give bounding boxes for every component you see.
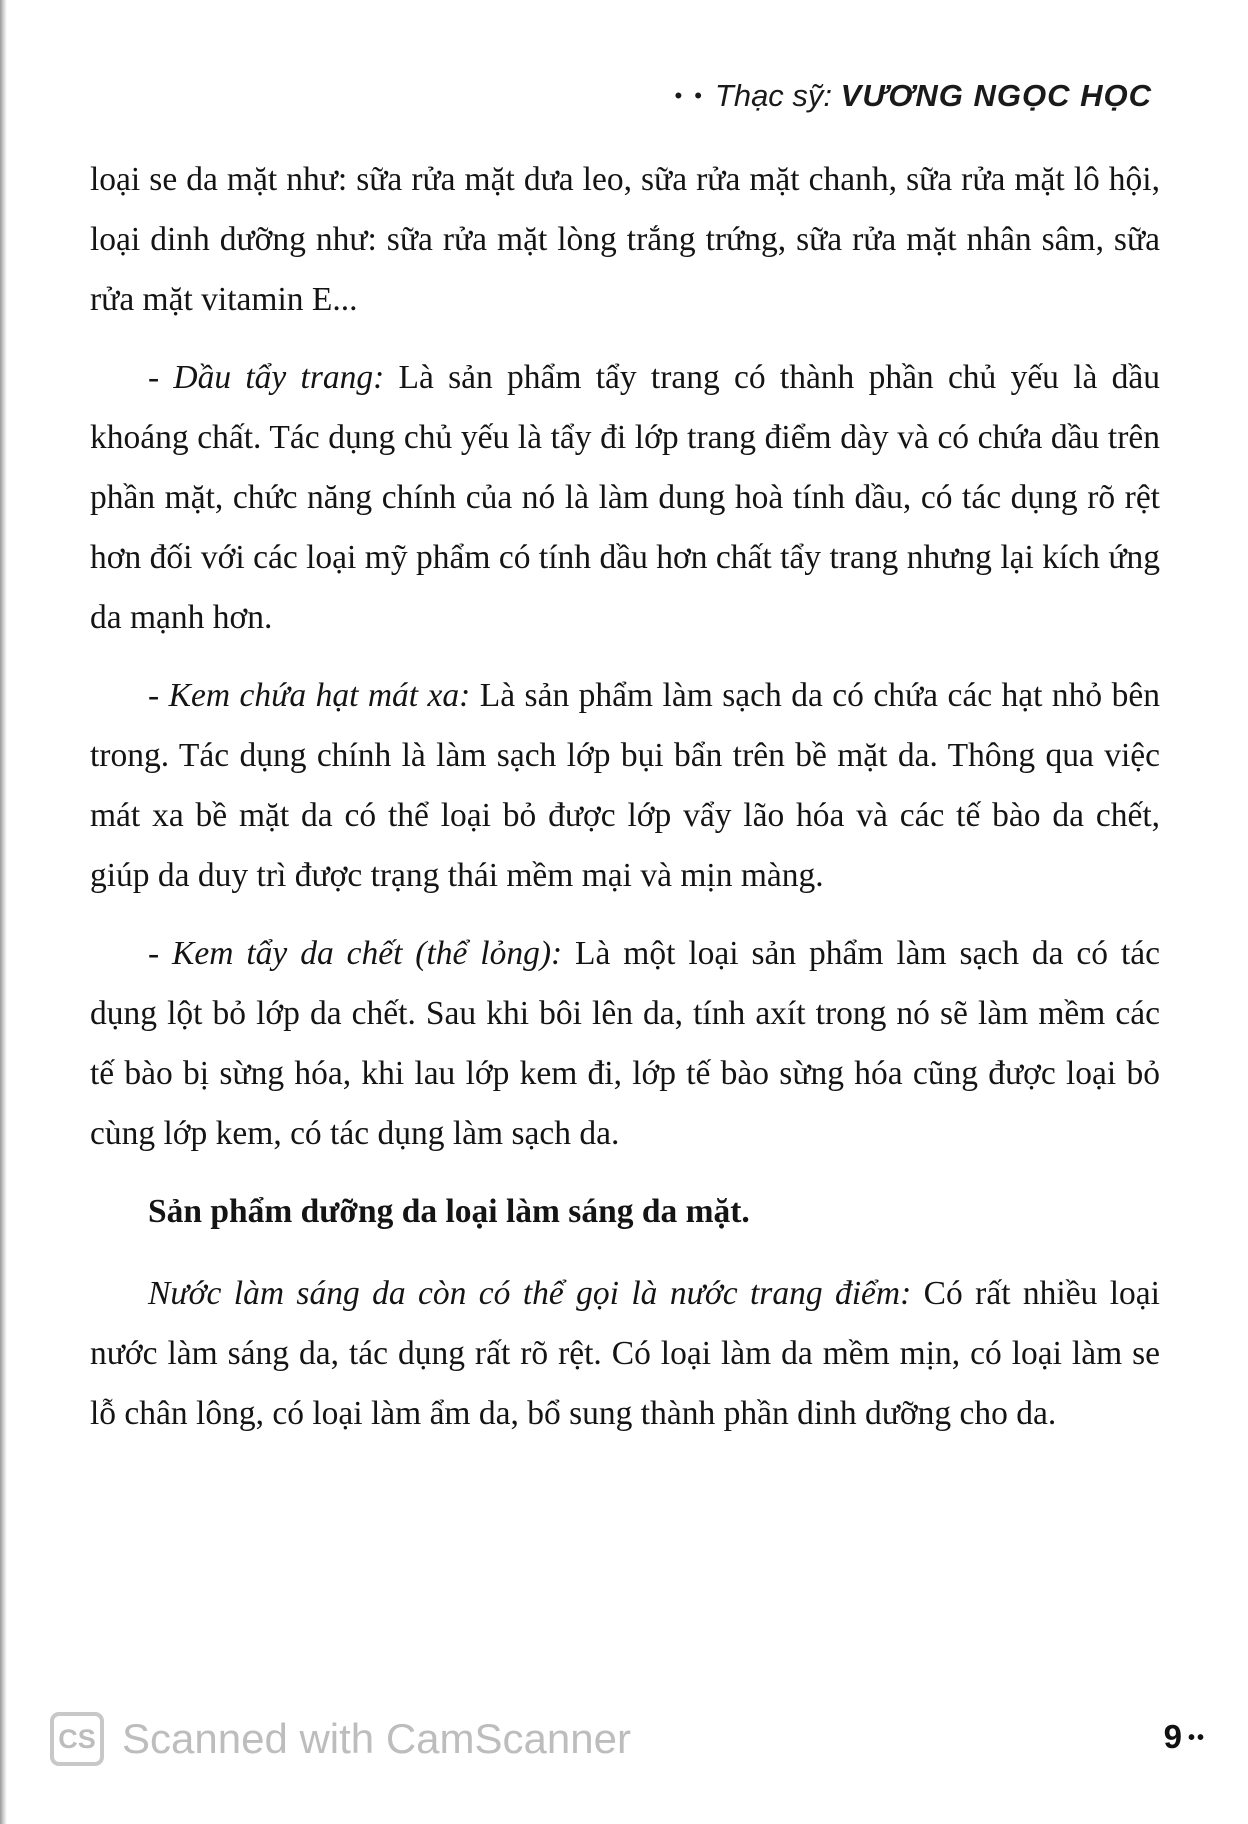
term-exfoliating-cream: - Kem tẩy da chết (thể lỏng): xyxy=(148,935,563,972)
paragraph-makeup-remover-oil xyxy=(90,348,1160,648)
term-massage-scrub: - Kem chứa hạt mát xa: xyxy=(148,677,471,714)
paragraph-toner xyxy=(90,1264,1160,1444)
paragraph-text: Là sản phẩm làm sạch da có chứa các hạt nhỏ bên trong. Tác dụng chính là làm sạch lớp bụi bẩn trên bề mặt da. Thông qua việc mát xa bề mặt da có thể loại bỏ được lớp vẩy lão hóa và các tế bào da chết, giúp da duy trì được trạng thái mềm mại và mịn màng. xyxy=(90,677,1160,894)
paragraph-text: loại se da mặt như: sữa rửa mặt dưa leo, sữa rửa mặt chanh, sữa rửa mặt lô hội, loại dinh dưỡng như: sữa rửa mặt lòng trắng trứng, sữa rửa mặt nhân sâm, sữa rửa mặt vitamin E... xyxy=(90,161,1160,318)
paragraph-text: Có rất nhiều loại nước làm sáng da, tác dụng rất rõ rệt. Có loại làm da mềm mịn, có loại làm se lỗ chân lông, có loại làm ẩm da, bổ sung thành phần dinh dưỡng cho da. xyxy=(90,1275,1160,1432)
paragraph-continued xyxy=(90,150,1160,330)
page-number xyxy=(1164,1718,1206,1756)
header-author: VƯƠNG NGỌC HỌC xyxy=(840,78,1152,113)
term-makeup-remover-oil: - Dầu tẩy trang: xyxy=(148,359,385,396)
camscanner-watermark xyxy=(50,1712,631,1766)
paragraph-massage-scrub xyxy=(90,666,1160,906)
watermark-text: Scanned with CamScanner xyxy=(122,1715,631,1762)
paragraph-exfoliating-cream xyxy=(90,924,1160,1164)
paragraph-text: Là một loại sản phẩm làm sạch da có tác dụng lột bỏ lớp da chết. Sau khi bôi lên da, tính axít trong nó sẽ làm mềm các tế bào bị sừng hóa, khi lau lớp kem đi, lớp tế bào sừng hóa cũng được loại bỏ cùng lớp kem, có tác dụng làm sạch da. xyxy=(90,935,1160,1152)
section-heading: Sản phẩm dưỡng da loại làm sáng da mặt. xyxy=(148,1193,750,1230)
term-toner: Nước làm sáng da còn có thể gọi là nước trang điểm: xyxy=(148,1275,912,1312)
page-number-bullets: •• xyxy=(1187,1727,1206,1749)
running-header xyxy=(674,78,1152,114)
header-bullets: • • xyxy=(674,83,705,108)
camscanner-logo-icon: CS xyxy=(50,1712,104,1766)
page-number-value: 9 xyxy=(1163,1718,1182,1755)
page-body xyxy=(90,150,1160,1462)
scan-edge-shadow xyxy=(0,0,7,1824)
header-title-prefix: Thạc sỹ: xyxy=(714,78,833,113)
paragraph-text: Là sản phẩm tẩy trang có thành phần chủ yếu là dầu khoáng chất. Tác dụng chủ yếu là tẩy đi lớp trang điểm dày và có chứa dầu trên phần mặt, chức năng chính của nó là làm dung hoà tính dầu, có tác dụng rõ rệt hơn đối với các loại mỹ phẩm có tính dầu hơn chất tẩy trang nhưng lại kích ứng da mạnh hơn. xyxy=(90,359,1160,636)
